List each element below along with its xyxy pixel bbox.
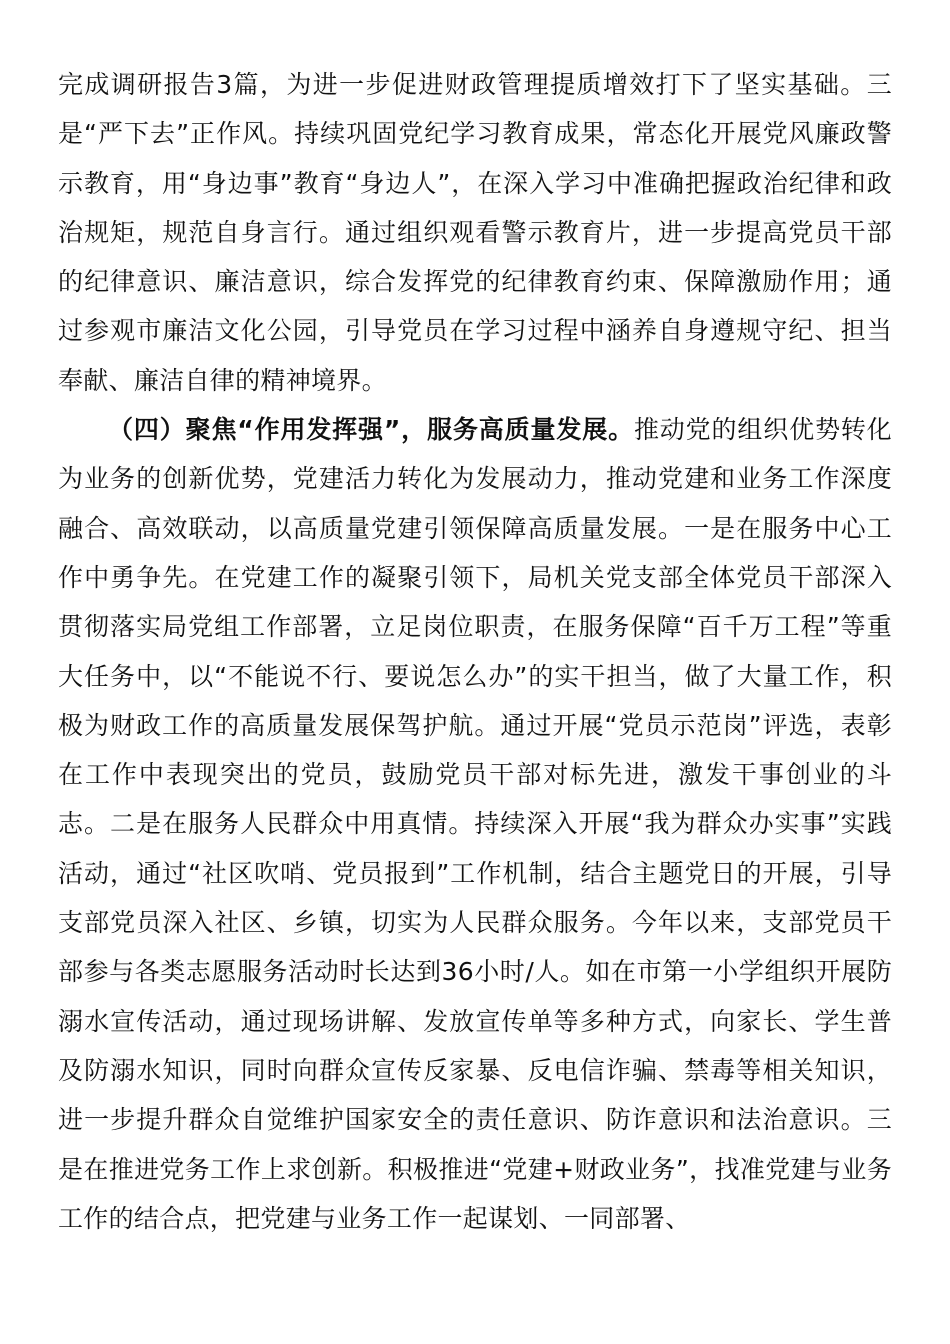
paragraph-continuation: 完成调研报告3篇，为进一步促进财政管理提质增效打下了坚实基础。三是“严下去”正作风。持续巩固党纪学习教育成果，常态化开展党风廉政警示教育，用“身边事”教育“身边人”，在深入学习中准确把握政治纪律和政治规矩，规范自身言行。通过组织观看警示教育片，进一步提高党员干部的纪律意识、廉洁意识，综合发挥党的纪律教育约束、保障激励作用；通过参观市廉洁文化公园，引导党员在学习过程中涵养自身遵规守纪、担当奉献、廉洁自律的精神境界。 [58, 70, 892, 395]
paragraph-section-four [58, 405, 892, 1243]
section-body-text: 推动党的组织优势转化为业务的创新优势，党建活力转化为发展动力，推动党建和业务工作深度融合、高效联动，以高质量党建引领保障高质量发展。一是在服务中心工作中勇争先。在党建工作的凝聚引领下，局机关党支部全体党员干部深入贯彻落实局党组工作部署，立足岗位职责，在服务保障“百千万工程”等重大任务中，以“不能说不行、要说怎么办”的实干担当，做了大量工作，积极为财政工作的高质量发展保驾护航。通过开展“党员示范岗”评选，表彰在工作中表现突出的党员，鼓励党员干部对标先进，激发干事创业的斗志。二是在服务人民群众中用真情。持续深入开展“我为群众办实事”实践活动，通过“社区吹哨、党员报到”工作机制，结合主题党日的开展，引导支部党员深入社区、乡镇，切实为人民群众服务。今年以来，支部党员干部参与各类志愿服务活动时长达到36小时/人。如在市第一小学组织开展防溺水宣传活动，通过现场讲解、发放宣传单等多种方式，向家长、学生普及防溺水知识，同时向群众宣传反家暴、反电信诈骗、禁毒等相关知识，进一步提升群众自觉维护国家安全的责任意识、防诈意识和法治意识。三是在推进党务工作上求创新。积极推进“党建+财政业务”，找准党建与业务工作的结合点，把党建与业务工作一起谋划、一同部署、 [58, 415, 892, 1233]
document-body [58, 60, 892, 1243]
section-heading: （四）聚焦“作用发挥强”，服务高质量发展。 [108, 415, 634, 445]
